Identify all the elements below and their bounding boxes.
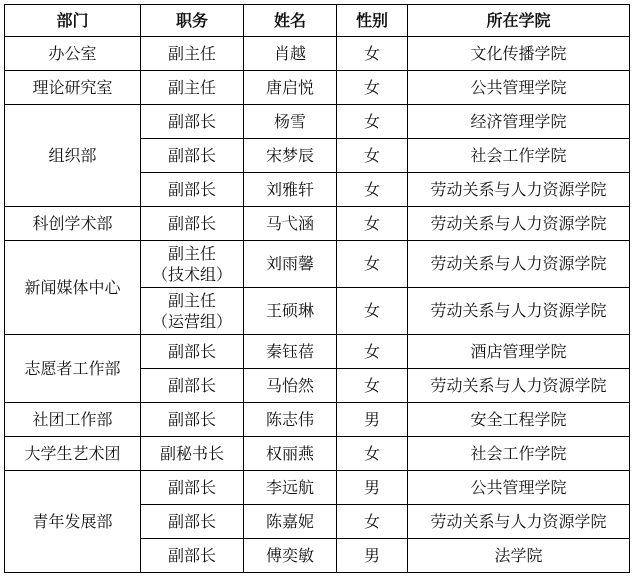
cell-gender: 女 [337,369,408,403]
cell-dept: 组织部 [5,105,141,207]
cell-name: 刘雨馨 [244,241,337,288]
table-row [5,241,630,288]
position-title: 副部长 [167,112,216,131]
cell-college: 经济管理学院 [408,105,630,139]
table-row [5,71,630,105]
header-name: 姓名 [244,5,337,37]
position-title: 副主任 [167,44,216,63]
cell-gender: 女 [337,71,408,105]
position-title: 副部长 [167,512,216,531]
cell-college: 劳动关系与人力资源学院 [408,207,630,241]
cell-position [141,471,244,505]
cell-gender: 男 [337,539,408,573]
cell-position [141,505,244,539]
cell-name: 马弋涵 [244,207,337,241]
table-row [5,335,630,369]
cell-college: 公共管理学院 [408,471,630,505]
cell-position [141,139,244,173]
table-row [5,37,630,71]
position-title: 副秘书长 [159,444,224,463]
cell-gender: 女 [337,288,408,335]
cell-college: 安全工程学院 [408,403,630,437]
cell-college: 公共管理学院 [408,71,630,105]
cell-position [141,37,244,71]
cell-college: 劳动关系与人力资源学院 [408,241,630,288]
cell-dept: 科创学术部 [5,207,141,241]
cell-gender: 女 [337,505,408,539]
cell-name: 傅奕敏 [244,539,337,573]
cell-name: 陈志伟 [244,403,337,437]
table-row [5,207,630,241]
cell-gender: 女 [337,37,408,71]
cell-college: 社会工作学院 [408,437,630,471]
cell-position [141,403,244,437]
cell-dept: 青年发展部 [5,471,141,573]
header-row [5,5,630,37]
position-title: 副部长 [167,146,216,165]
cell-gender: 女 [337,105,408,139]
cell-name: 宋梦辰 [244,139,337,173]
cell-gender: 女 [337,139,408,173]
cell-gender: 女 [337,437,408,471]
cell-college: 劳动关系与人力资源学院 [408,173,630,207]
cell-dept: 新闻媒体中心 [5,241,141,335]
cell-college: 劳动关系与人力资源学院 [408,505,630,539]
position-group: （技术组） [151,265,232,284]
position-title: 副部长 [167,180,216,199]
position-title: 副部长 [167,342,216,361]
cell-position [141,369,244,403]
cell-position [141,207,244,241]
position-title: 副部长 [167,410,216,429]
header-gender: 性别 [337,5,408,37]
cell-college: 酒店管理学院 [408,335,630,369]
table-body [5,37,630,573]
cell-name: 陈嘉妮 [244,505,337,539]
cell-name: 马怡然 [244,369,337,403]
position-group: （运营组） [151,312,232,331]
cell-position [141,539,244,573]
position-title: 副主任 [167,291,216,310]
cell-gender: 女 [337,173,408,207]
position-title: 副部长 [167,214,216,233]
position-title: 副部长 [167,478,216,497]
header-dept: 部门 [5,5,141,37]
cell-dept: 大学生艺术团 [5,437,141,471]
cell-name: 王硕琳 [244,288,337,335]
cell-position [141,241,244,288]
cell-name: 秦钰蓓 [244,335,337,369]
header-position: 职务 [141,5,244,37]
cell-dept: 志愿者工作部 [5,335,141,403]
table-row [5,105,630,139]
position-title: 副主任 [167,78,216,97]
header-college: 所在学院 [408,5,630,37]
cell-name: 权丽燕 [244,437,337,471]
cell-gender: 女 [337,335,408,369]
cell-gender: 女 [337,241,408,288]
cell-position [141,105,244,139]
cell-gender: 男 [337,471,408,505]
cell-name: 刘雅轩 [244,173,337,207]
cell-name: 肖越 [244,37,337,71]
cell-gender: 女 [337,207,408,241]
cell-college: 文化传播学院 [408,37,630,71]
position-title: 副主任 [167,244,216,263]
cell-dept: 办公室 [5,37,141,71]
cell-college: 法学院 [408,539,630,573]
cell-college: 劳动关系与人力资源学院 [408,369,630,403]
cell-dept: 社团工作部 [5,403,141,437]
position-title: 副部长 [167,546,216,565]
cell-position [141,437,244,471]
table-row [5,437,630,471]
cell-gender: 男 [337,403,408,437]
cell-position [141,71,244,105]
table-row [5,471,630,505]
cell-college: 社会工作学院 [408,139,630,173]
cell-position [141,335,244,369]
position-title: 副部长 [167,376,216,395]
personnel-table [4,4,630,573]
cell-dept: 理论研究室 [5,71,141,105]
table-row [5,403,630,437]
cell-college: 劳动关系与人力资源学院 [408,288,630,335]
cell-name: 唐启悦 [244,71,337,105]
cell-name: 李远航 [244,471,337,505]
cell-position [141,173,244,207]
cell-name: 杨雪 [244,105,337,139]
cell-position [141,288,244,335]
